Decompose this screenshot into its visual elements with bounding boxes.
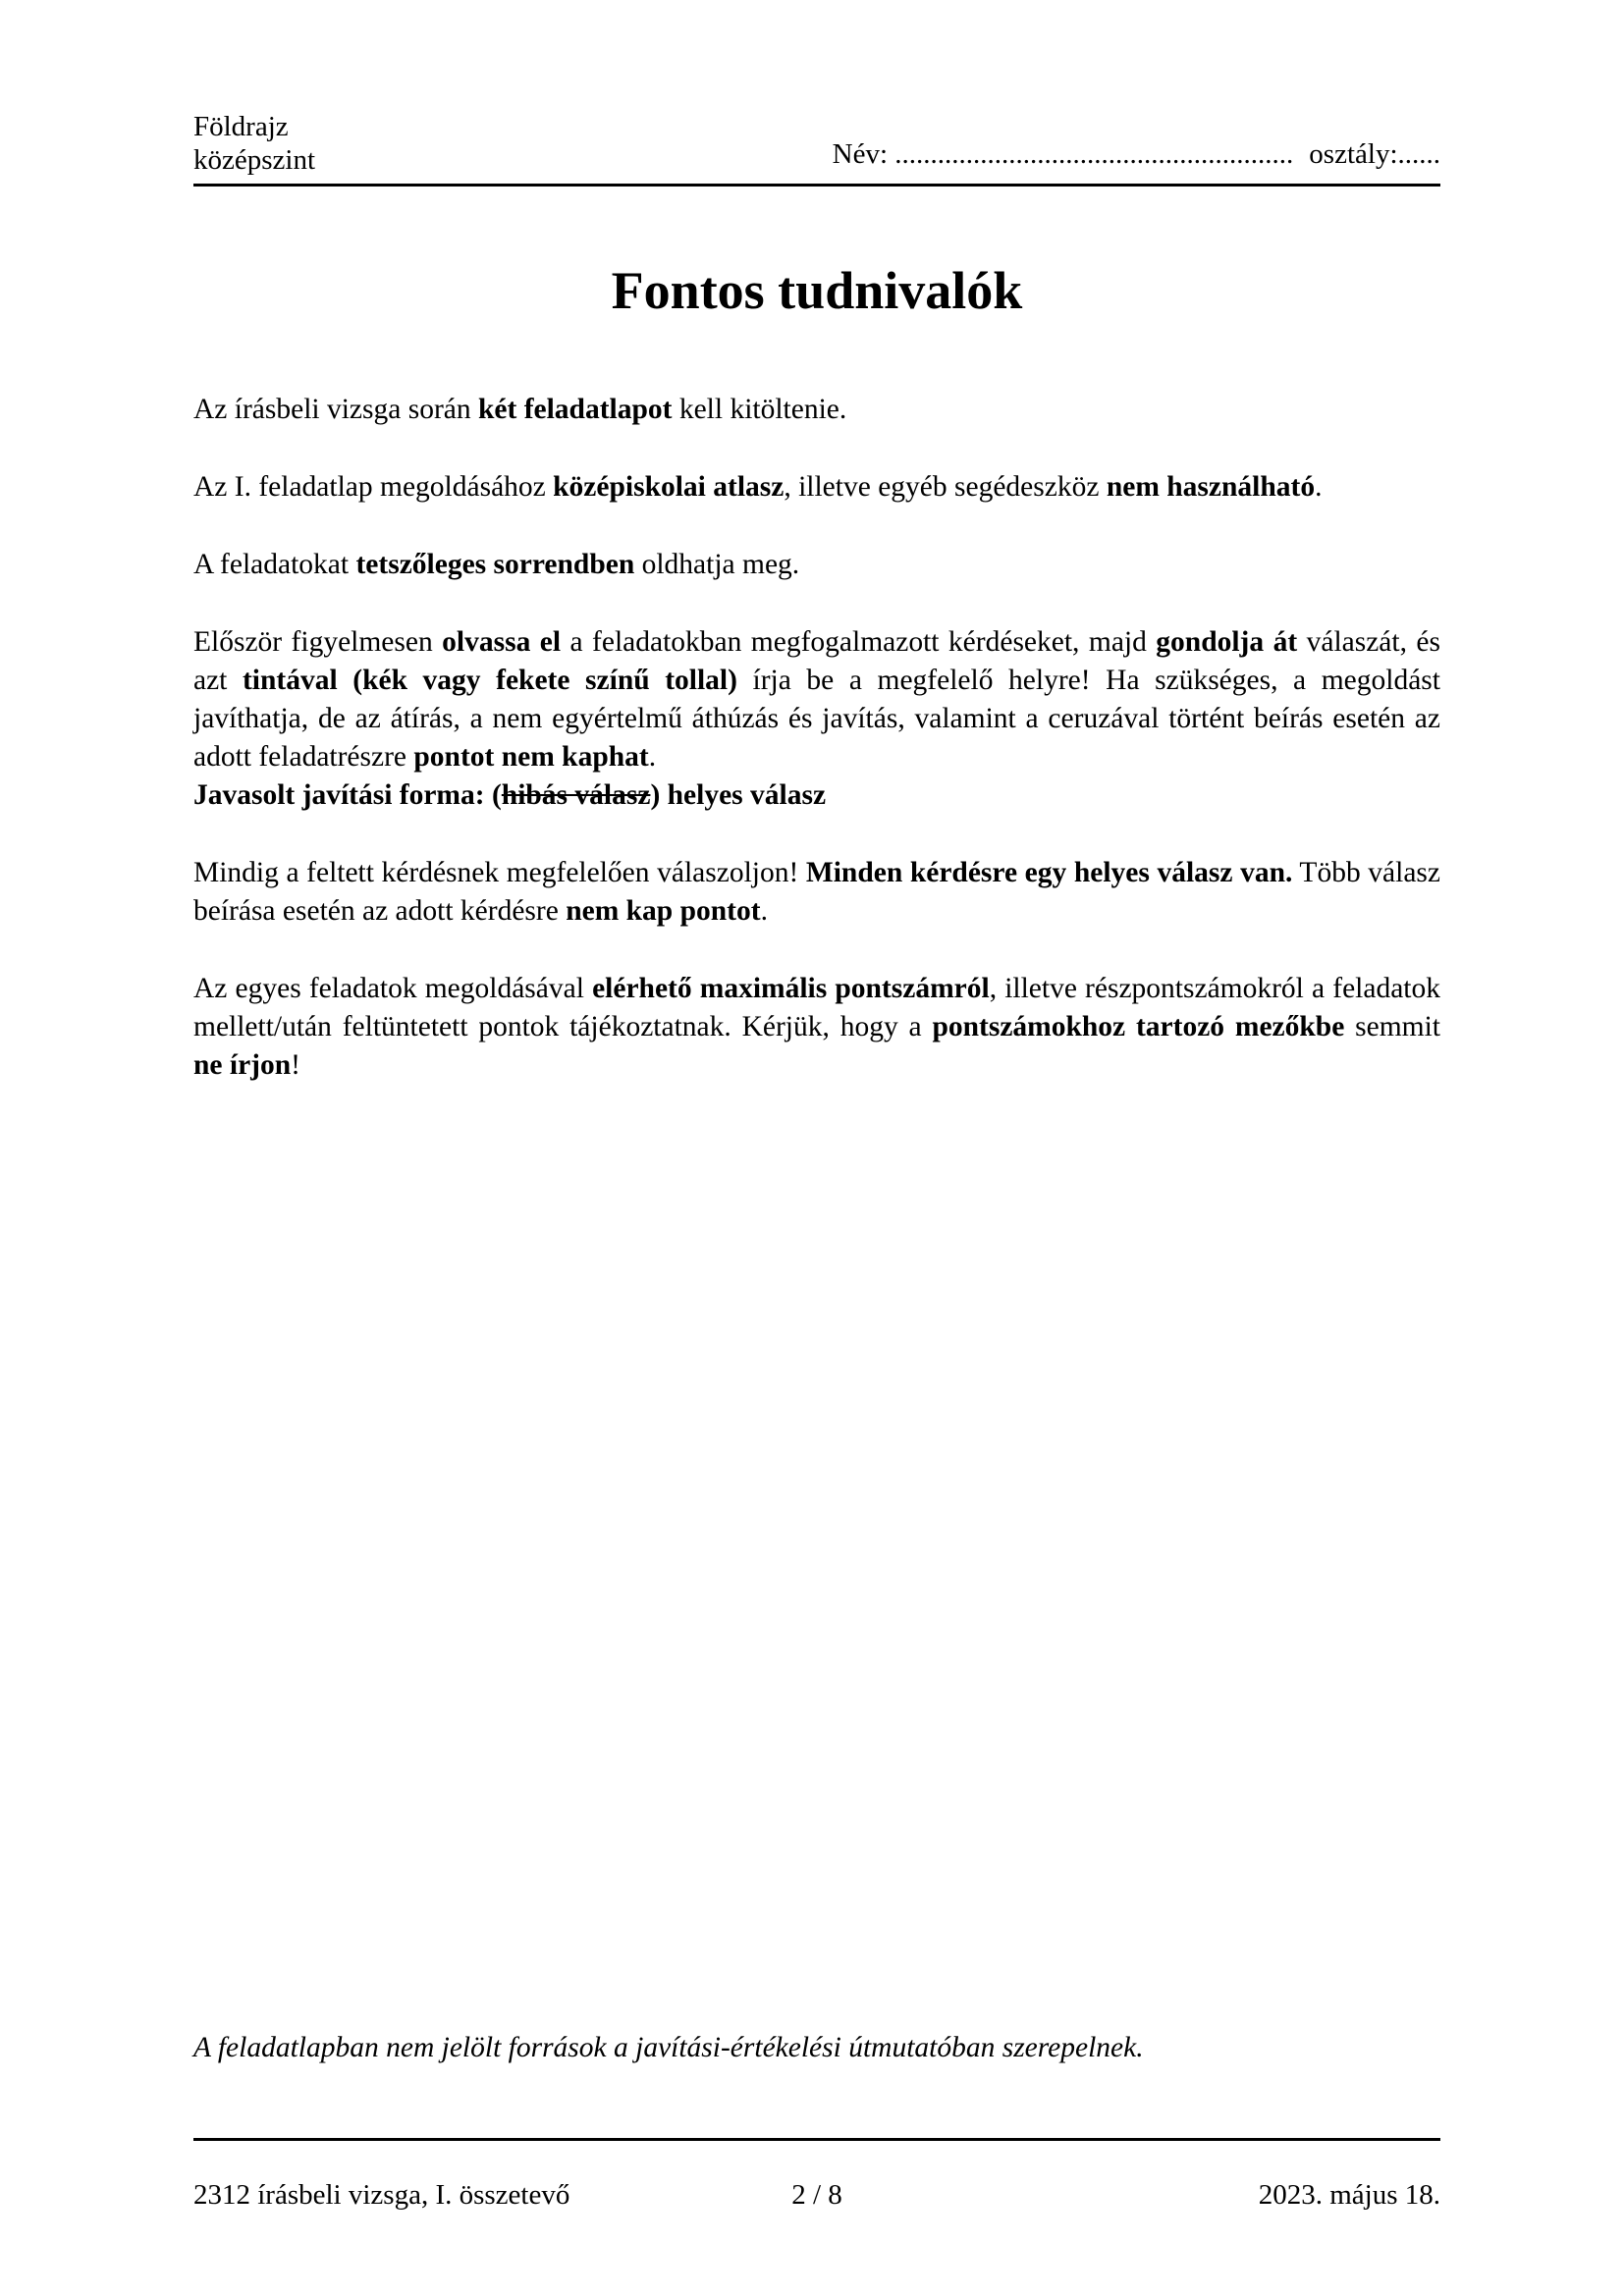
- bold-text: olvassa el: [442, 626, 562, 658]
- bold-text: ne írjon: [193, 1049, 292, 1081]
- sources-footnote: A feladatlapban nem jelölt források a javítási-értékelési útmutatóban szerepelnek.: [193, 2032, 1144, 2063]
- paragraph-answers: [193, 854, 1440, 931]
- paragraph-atlas: [193, 468, 1440, 507]
- footer-page-number: 2 / 8: [791, 2179, 842, 2211]
- paragraph-instructions: [193, 623, 1440, 776]
- text: .: [648, 741, 657, 773]
- bold-text: tetszőleges sorrendben: [355, 549, 635, 580]
- bold-text: nem kap pontot: [566, 895, 761, 927]
- paragraph-correction-form: [193, 776, 1440, 815]
- header-subject: Földrajz: [193, 111, 289, 142]
- text: írja be a megfelelő helyre! Ha szükséges, a megoldást javíthatja, de az átírás, a nem egyértelmű áthúzás és javítás, valamint a ceruzával történt beírás esetén az adott feladatrészre: [193, 665, 1440, 773]
- page-title: Fontos tudnivalók: [611, 261, 1023, 320]
- bold-text: tintával (kék vagy fekete színű tollal): [242, 665, 737, 696]
- page-header: [193, 110, 1440, 187]
- text: semmit: [1344, 1011, 1440, 1042]
- footer-date: 2023. május 18.: [1258, 2179, 1440, 2211]
- struck-text: hibás válasz: [501, 779, 651, 811]
- text: Több válasz beírása esetén az adott kérdésre: [193, 857, 1440, 927]
- bold-text: gondolja át: [1156, 626, 1298, 658]
- text: !: [291, 1049, 300, 1081]
- text: válaszát, és azt: [193, 626, 1440, 696]
- correction-form-label: [193, 779, 826, 811]
- text: ) helyes válasz: [650, 779, 827, 811]
- bold-text: középiskolai atlasz: [553, 471, 785, 503]
- footer-exam-code: 2312 írásbeli vizsga, I. összetevő: [193, 2179, 570, 2211]
- text: Javasolt javítási forma: (: [193, 779, 502, 811]
- paragraph-order: [193, 546, 1440, 584]
- header-subject-block: [193, 110, 315, 177]
- text: A feladatokat: [193, 549, 356, 580]
- class-field: osztály:......: [1309, 138, 1440, 170]
- text: Először figyelmesen: [193, 626, 443, 658]
- bold-text: pontot nem kaphat: [413, 741, 649, 773]
- text: .: [760, 895, 768, 927]
- text: Mindig a feltett kérdésnek megfelelően válaszoljon!: [193, 857, 806, 888]
- text: Az írásbeli vizsga során: [193, 394, 478, 425]
- page-footer: [193, 2177, 1440, 2216]
- text: , illetve egyéb segédeszköz: [784, 471, 1107, 503]
- bold-text: elérhető maximális pontszámról: [592, 973, 990, 1004]
- footer-divider: [193, 2138, 1440, 2141]
- text: Az egyes feladatok megoldásával: [193, 973, 593, 1004]
- text: Az I. feladatlap megoldásához: [193, 471, 554, 503]
- text: , illetve részpontszámokról a feladatok mellett/után feltüntetett pontok tájékoztatnak. Kérjük, hogy a: [193, 973, 1440, 1042]
- bold-text: két feladatlapot: [478, 394, 673, 425]
- header-level: középszint: [193, 144, 316, 176]
- paragraph-worksheets: [193, 391, 1440, 429]
- header-name-class: [833, 137, 1440, 171]
- bold-text: nem használható: [1106, 471, 1316, 503]
- bold-text: Minden kérdésre egy helyes válasz van.: [805, 857, 1293, 888]
- text: kell kitöltenie.: [672, 394, 847, 425]
- text: a feladatokban megfogalmazott kérdéseket, majd: [561, 626, 1157, 658]
- text: .: [1315, 471, 1323, 503]
- instructions-body: [193, 391, 1440, 1124]
- paragraph-points: [193, 970, 1440, 1085]
- text: oldhatja meg.: [634, 549, 800, 580]
- name-field: Név: ........................................................: [832, 138, 1294, 170]
- bold-text: pontszámokhoz tartozó mezőkbe: [932, 1011, 1345, 1042]
